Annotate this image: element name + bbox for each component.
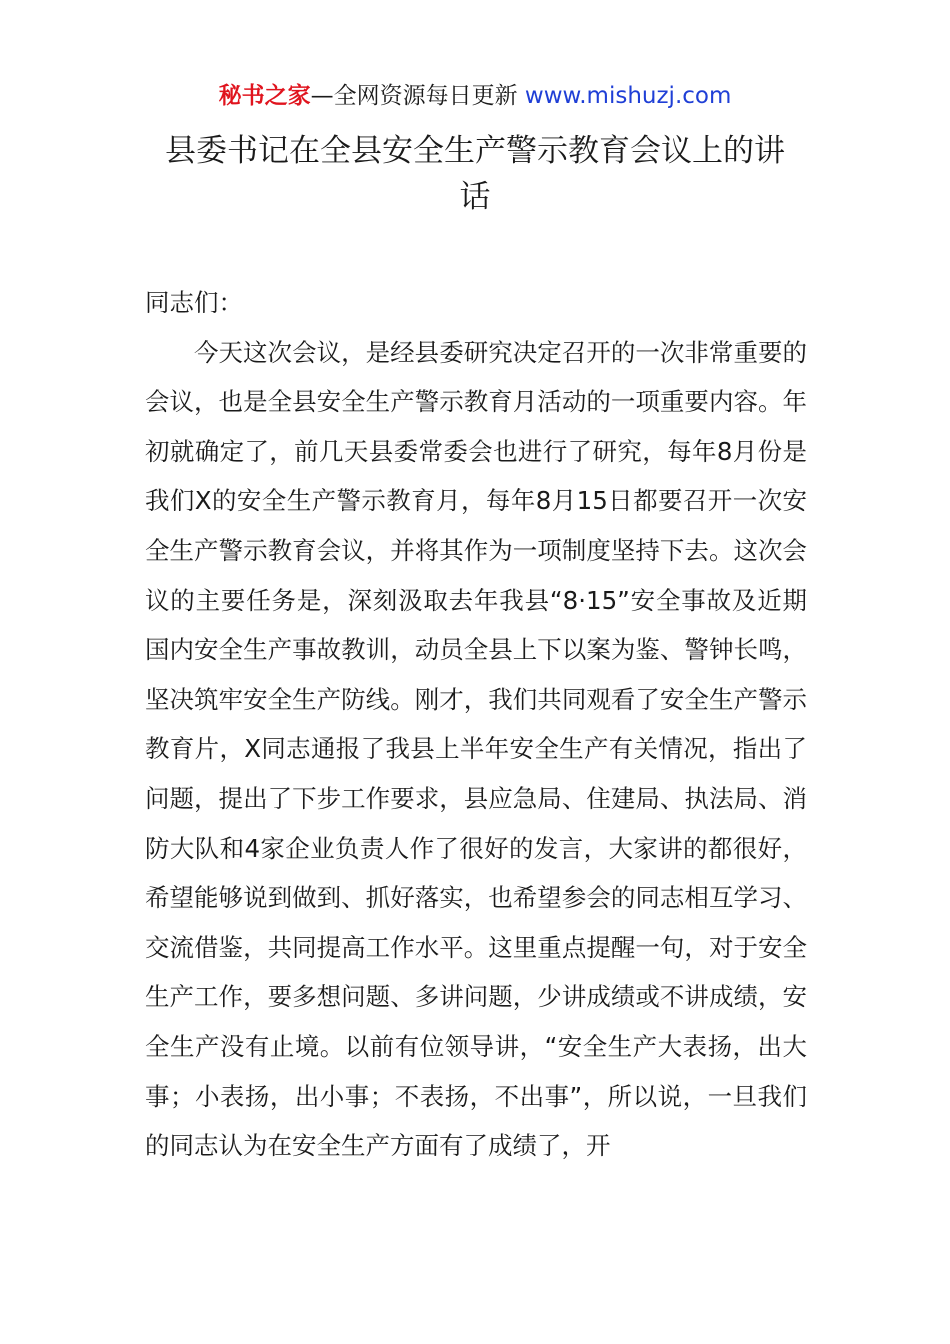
site-tagline: —全网资源每日更新 bbox=[310, 83, 525, 109]
site-header bbox=[0, 80, 950, 112]
document-body bbox=[145, 278, 807, 1171]
salutation: 同志们： bbox=[145, 288, 243, 317]
site-name: 秘书之家 bbox=[218, 83, 311, 109]
body-paragraph: 今天这次会议，是经县委研究决定召开的一次非常重要的会议，也是全县安全生产警示教育月活动的一项重要内容。年初就确定了，前几天县委常委会也进行了研究，每年8月份是我们X的安全生产警示教育月，每年8月15日都要召开一次安全生产警示教育会议，并将其作为一项制度坚持下去。这次会议的主要任务是，深刻汲取去年我县“8·15”安全事故及近期国内安全生产事故教训，动员全县上下以案为鉴、警钟长鸣，坚决筑牢安全生产防线。刚才，我们共同观看了安全生产警示教育片，X同志通报了我县上半年安全生产有关情况，指出了问题，提出了下步工作要求，县应急局、住建局、执法局、消防大队和4家企业负责人作了很好的发言，大家讲的都很好，希望能够说到做到、抓好落实，也希望参会的同志相互学习、交流借鉴，共同提高工作水平。这里重点提醒一句，对于安全生产工作，要多想问题、多讲问题，少讲成绩或不讲成绩，安全生产没有止境。以前有位领导讲，“安全生产大表扬，出大事；小表扬，出小事；不表扬，不出事”，所以说，一旦我们的同志认为在安全生产方面有了成绩了，开 bbox=[145, 337, 807, 1161]
site-url-link[interactable]: www.mishuzj.com bbox=[524, 83, 732, 109]
document-title: 县委书记在全县安全生产警示教育会议上的讲话 bbox=[165, 133, 785, 215]
